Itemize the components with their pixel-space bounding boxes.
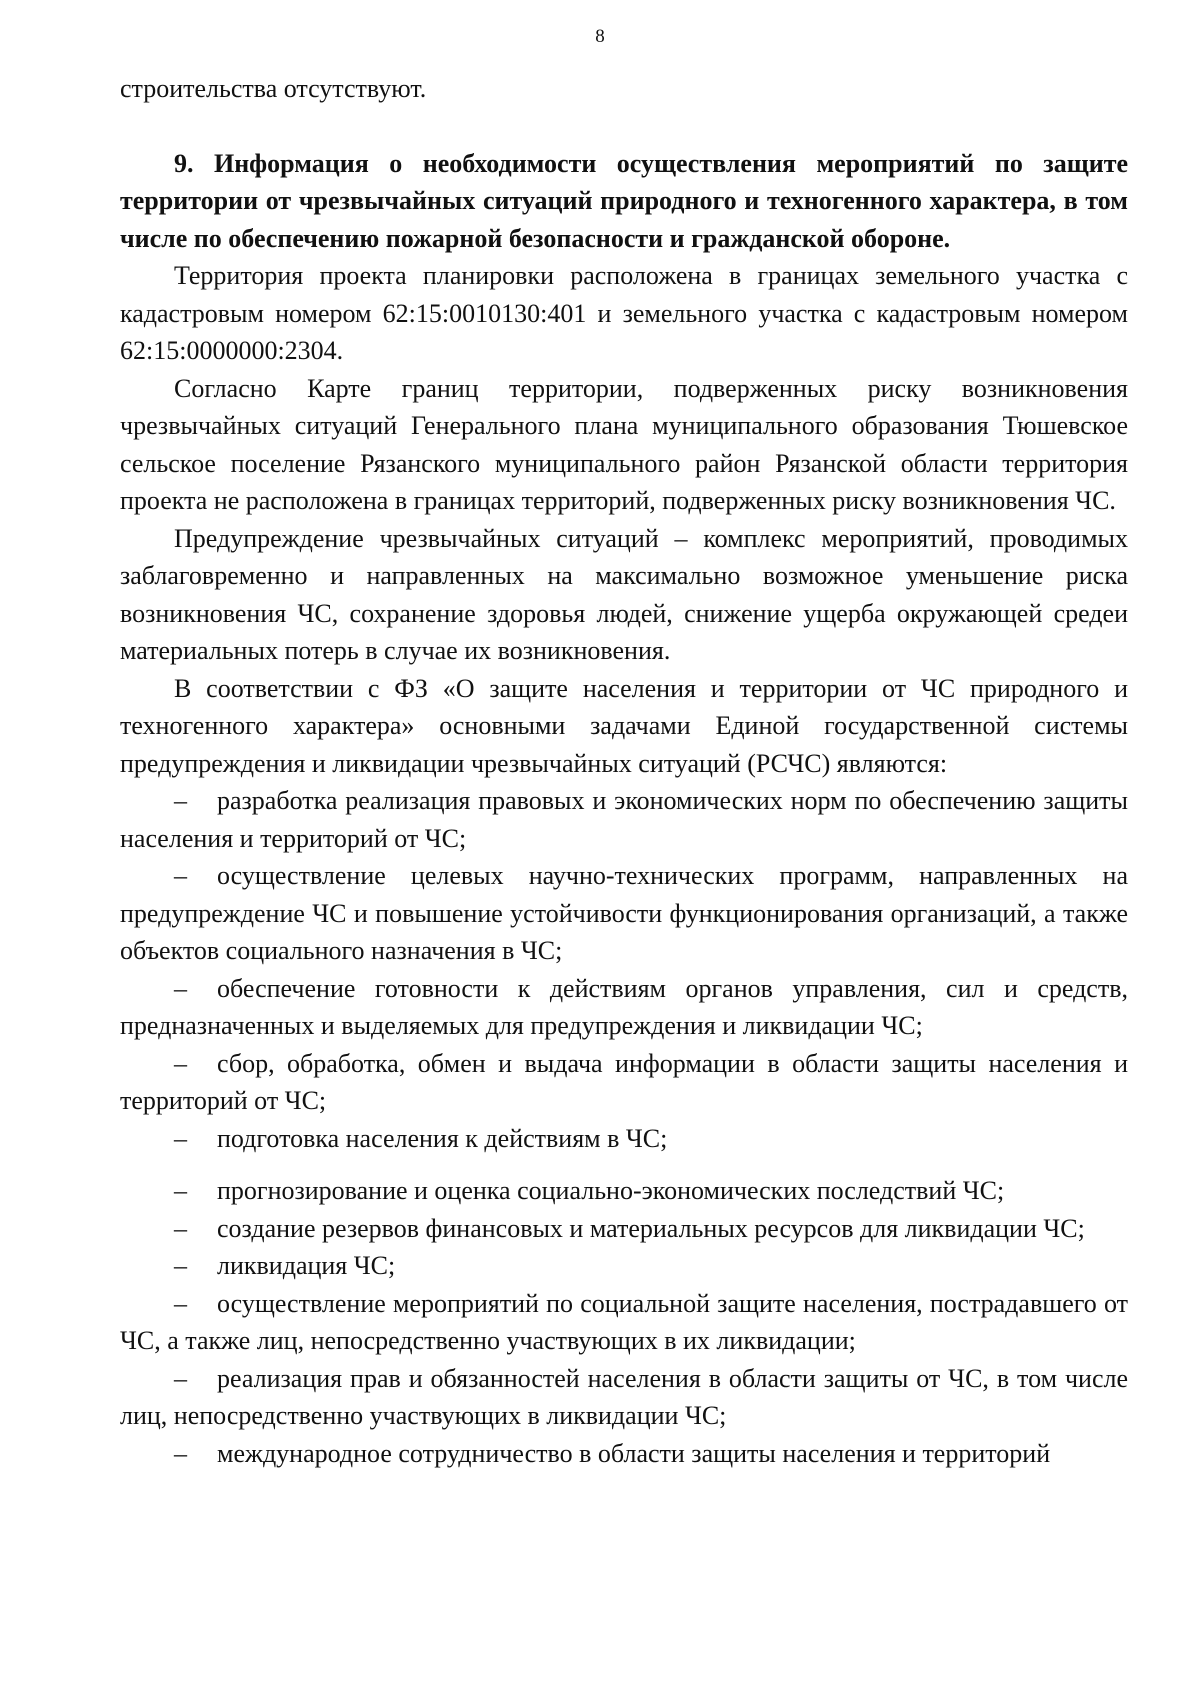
- bullet-dash: –: [174, 786, 187, 815]
- list-item: [120, 857, 1128, 970]
- bullet-dash: –: [174, 861, 187, 890]
- list-item: [120, 970, 1128, 1045]
- list-item-text: подготовка населения к действиям в ЧС;: [217, 1123, 668, 1153]
- paragraph-territory: Территория проекта планировки расположена в границах земельного участка с кадастровым номером 62:15:0010130:401 и земельного участка с кадастровым номером 62:15:0000000:2304.: [120, 261, 1128, 365]
- list-item-text: создание резервов финансовых и материальных ресурсов для ликвидации ЧС;: [217, 1213, 1085, 1243]
- paragraph-risk-map: Согласно Карте границ территории, подверженных риску возникновения чрезвычайных ситуаций Генерального плана муниципального образования Тюшевское сельское поселение Рязанского муниципального район Рязанской области территория проекта не расположена в границах территорий, подверженных риску возникновения ЧС.: [120, 373, 1128, 515]
- paragraph-prevention: Предупреждение чрезвычайных ситуаций – комплекс мероприятий, проводимых заблаговременно и направленных на максимально возможное уменьшение риска возникновения ЧС, сохранение здоровья людей, снижение ущерба окружающей средеи материальных потерь в случае их возникновения.: [120, 523, 1128, 665]
- list-item-text: осуществление целевых научно-технических программ, направленных на предупреждение ЧС и повышение устойчивости функционирования организаций, а также объектов социального назначения в ЧС;: [120, 861, 1128, 965]
- bullet-dash: –: [174, 1438, 187, 1468]
- bullet-dash: –: [174, 1176, 187, 1205]
- paragraph-rschs-tasks: В соответствии с ФЗ «О защите населения и территории от ЧС природного и техногенного характера» основными задачами Единой государственной системы предупреждения и ликвидации чрезвычайных ситуаций (РСЧС) являются:: [120, 673, 1128, 778]
- list-item-text: разработка реализация правовых и экономических норм по обеспечению защиты населения и территорий от ЧС;: [120, 786, 1128, 853]
- bullet-dash: –: [174, 1048, 187, 1078]
- list-item-text: осуществление мероприятий по социальной защите населения, пострадавшего от ЧС, а также лиц, непосредственно участвующих в их ликвидации;: [120, 1288, 1128, 1355]
- list-item: [120, 1045, 1128, 1120]
- list-item: [120, 1435, 1128, 1473]
- list-item-text: прогнозирование и оценка социально-экономических последствий ЧС;: [217, 1176, 1005, 1205]
- bullet-dash: –: [174, 1288, 187, 1318]
- bullet-dash: –: [174, 1251, 187, 1280]
- page-number: 8: [595, 26, 605, 47]
- list-item-text: обеспечение готовности к действиям органов управления, сил и средств, предназначенных и выделяемых для предупреждения и ликвидации ЧС;: [120, 973, 1128, 1040]
- document-body: [120, 70, 1128, 1472]
- list-item-text: ликвидация ЧС;: [217, 1251, 396, 1280]
- list-item: [120, 1360, 1128, 1435]
- bullet-dash: –: [174, 973, 187, 1003]
- bullet-dash: –: [174, 1213, 187, 1243]
- continuation-text: строительства отсутствуют.: [120, 74, 427, 103]
- list-item: [120, 1285, 1128, 1360]
- bullet-dash: –: [174, 1123, 187, 1153]
- list-item: [120, 1120, 1128, 1158]
- list-item-text: международное сотрудничество в области защиты населения и территорий: [217, 1438, 1051, 1468]
- section-heading: 9. Информация о необходимости осуществления мероприятий по защите территории от чрезвычайных ситуаций природного и техногенного характера, в том числе по обеспечению пожарной безопасности и гражданской обороне.: [120, 148, 1128, 253]
- list-item: [120, 1172, 1128, 1210]
- bullet-dash: –: [174, 1363, 187, 1393]
- list-item-text: реализация прав и обязанностей населения в области защиты от ЧС, в том числе лиц, непосредственно участвующих в ликвидации ЧС;: [120, 1363, 1128, 1430]
- list-item: [120, 1210, 1128, 1248]
- list-item-text: сбор, обработка, обмен и выдача информации в области защиты населения и территорий от ЧС;: [120, 1048, 1128, 1115]
- list-item: [120, 1247, 1128, 1285]
- list-item: [120, 782, 1128, 857]
